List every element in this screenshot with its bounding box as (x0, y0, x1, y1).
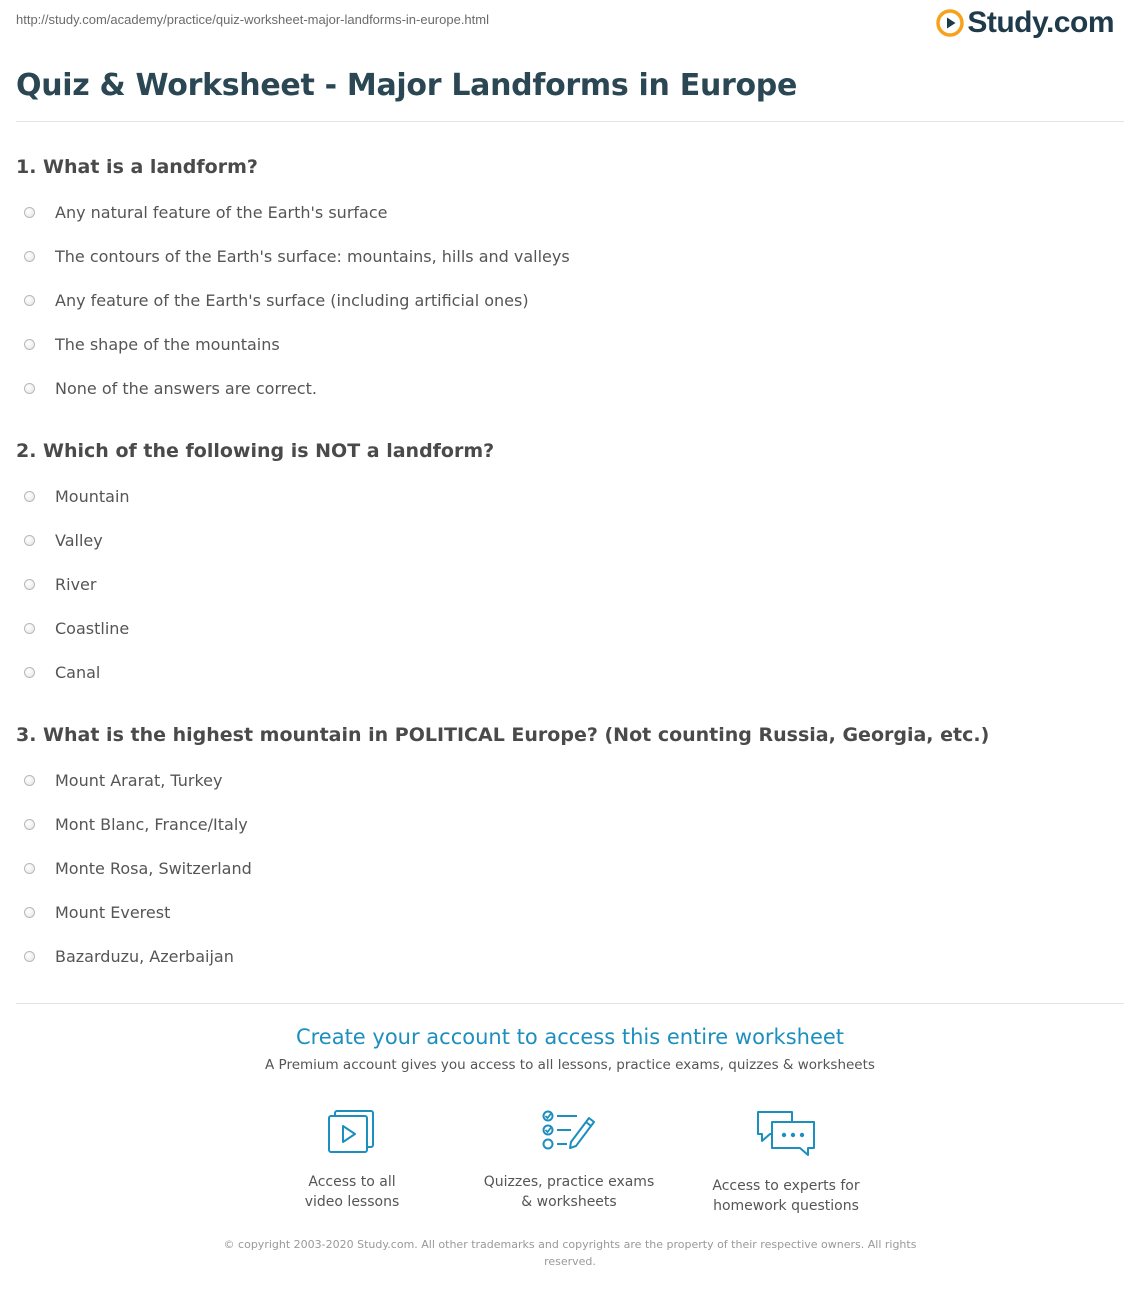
study-play-logo-icon (936, 9, 964, 37)
answer-text: Valley (55, 530, 103, 550)
radio-button[interactable] (24, 775, 35, 786)
radio-button[interactable] (24, 535, 35, 546)
answer-option[interactable] (16, 852, 1124, 896)
chat-bubbles-icon (754, 1108, 818, 1158)
answer-text: Bazarduzu, Azerbaijan (55, 946, 234, 966)
answer-list (16, 764, 1124, 984)
radio-button[interactable] (24, 579, 35, 590)
answer-list (16, 480, 1124, 700)
answer-option[interactable] (16, 240, 1124, 284)
radio-button[interactable] (24, 251, 35, 262)
answer-text: Mountain (55, 486, 130, 506)
answer-option[interactable] (16, 196, 1124, 240)
answer-option[interactable] (16, 284, 1124, 328)
answer-text: Mount Ararat, Turkey (55, 770, 223, 790)
radio-button[interactable] (24, 383, 35, 394)
answer-text: Monte Rosa, Switzerland (55, 858, 252, 878)
radio-button[interactable] (24, 667, 35, 678)
divider (16, 121, 1124, 122)
feature-experts (676, 1108, 896, 1216)
copyright-text: © copyright 2003-2020 Study.com. All other trademarks and copyrights are the property of their respective owners. All rights reserved. (223, 1238, 917, 1268)
page-url: http://study.com/academy/practice/quiz-worksheet-major-landforms-in-europe.html (16, 12, 489, 27)
answer-text: Mont Blanc, France/Italy (55, 814, 248, 834)
divider (16, 1003, 1124, 1004)
logo-text: Study.com (967, 6, 1114, 39)
answer-text: The contours of the Earth's surface: mountains, hills and valleys (55, 246, 570, 266)
answer-option[interactable] (16, 568, 1124, 612)
feature-quizzes (459, 1108, 679, 1212)
radio-button[interactable] (24, 951, 35, 962)
radio-button[interactable] (24, 339, 35, 350)
radio-button[interactable] (24, 819, 35, 830)
radio-button[interactable] (24, 491, 35, 502)
answer-text: Mount Everest (55, 902, 171, 922)
radio-button[interactable] (24, 623, 35, 634)
answer-option[interactable] (16, 372, 1124, 416)
feature-video-lessons (242, 1108, 462, 1212)
answer-text: Any feature of the Earth's surface (including artificial ones) (55, 290, 529, 310)
answer-text: River (55, 574, 97, 594)
page-title: Quiz & Worksheet - Major Landforms in Europe (16, 68, 798, 103)
premium-description: A Premium account gives you access to all lessons, practice exams, quizzes & worksheets (265, 1057, 875, 1073)
answer-text: Any natural feature of the Earth's surface (55, 202, 388, 222)
answer-text: Coastline (55, 618, 130, 638)
radio-button[interactable] (24, 207, 35, 218)
feature-label: Quizzes, practice exams & worksheets (483, 1174, 655, 1210)
checklist-pencil-icon (541, 1108, 597, 1154)
answer-option[interactable] (16, 656, 1124, 700)
radio-button[interactable] (24, 863, 35, 874)
answer-text: Canal (55, 662, 101, 682)
question-title: 3. What is the highest mountain in POLITICAL Europe? (Not counting Russia, Georgia, etc.) (16, 724, 990, 746)
feature-label: Access to experts for homework questions (712, 1178, 860, 1214)
question-3 (16, 721, 1124, 984)
question-title: 1. What is a landform? (16, 156, 258, 178)
answer-option[interactable] (16, 808, 1124, 852)
answer-option[interactable] (16, 524, 1124, 568)
answer-option[interactable] (16, 612, 1124, 656)
answer-option[interactable] (16, 480, 1124, 524)
feature-label: Access to all video lessons (304, 1174, 400, 1210)
create-account-link[interactable]: Create your account to access this entire worksheet (295, 1025, 845, 1049)
answer-option[interactable] (16, 940, 1124, 984)
study-logo[interactable] (936, 6, 1114, 40)
answer-text: The shape of the mountains (55, 334, 280, 354)
question-2 (16, 437, 1124, 700)
question-title: 2. Which of the following is NOT a landform? (16, 440, 495, 462)
radio-button[interactable] (24, 907, 35, 918)
video-lessons-icon (326, 1108, 378, 1154)
answer-option[interactable] (16, 896, 1124, 940)
answer-list (16, 196, 1124, 416)
radio-button[interactable] (24, 295, 35, 306)
answer-option[interactable] (16, 328, 1124, 372)
answer-text: None of the answers are correct. (55, 378, 317, 398)
question-1 (16, 153, 1124, 416)
answer-option[interactable] (16, 764, 1124, 808)
